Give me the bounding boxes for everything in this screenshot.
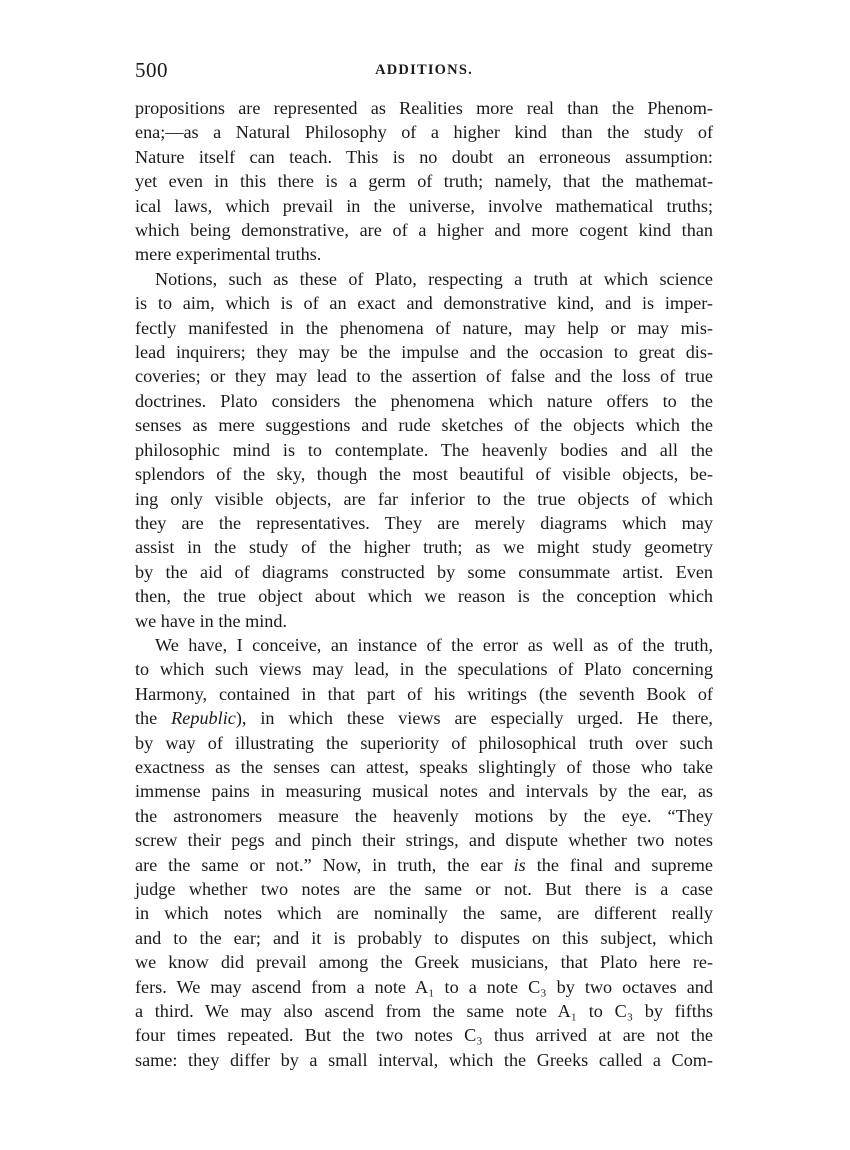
paragraph-3 [135,633,713,1072]
text-line: same: they differ by a small interval, which the Greeks called a Com- [135,1049,713,1070]
text-line: is to aim, which is of an exact and demonstrative kind, and is imper- [135,293,713,314]
text-line: Notions, such as these of Plato, respecting a truth at which science [155,268,713,289]
body-text [135,96,713,1072]
text-line: mere experimental truths. [135,244,322,265]
text-line: judge whether two notes are the same or not. But there is a case [135,879,713,899]
text-line: which being demonstrative, are of a higher and more cogent kind than [135,220,713,241]
text-line: philosophic mind is to contemplate. The heavenly bodies and all the [135,439,713,460]
text-line: the Republic), in which these views are especially urged. He there, [135,708,713,729]
text-line: senses as mere suggestions and rude sketches of the objects which the [135,415,713,436]
text-line: ing only visible objects, are far inferior to the true objects of which [135,488,713,509]
text-line: immense pains in measuring musical notes and intervals by the ear, as [135,781,713,802]
text-line: ical laws, which prevail in the universe, involve mathematical truths; [135,195,713,216]
text-line: they are the representatives. They are merely diagrams which may [135,512,713,533]
text-line: yet even in this there is a germ of truth; namely, that the mathemat- [135,171,713,192]
paragraph-1 [135,96,713,267]
text-line: propositions are represented as Realities more real than the Phenom- [135,98,713,118]
text-line: fectly manifested in the phenomena of nature, may help or may mis- [135,317,713,338]
text-line: by way of illustrating the superiority of philosophical truth over such [135,732,713,753]
text-line: Harmony, contained in that part of his writings (the seventh Book of [135,683,713,704]
text-line: exactness as the senses can attest, speaks slightingly of those who take [135,756,713,777]
text-line: Nature itself can teach. This is no doubt an erroneous assumption: [135,146,713,167]
page-header [135,58,713,88]
text-line: the astronomers measure the heavenly motions by the eye. “They [135,805,713,826]
book-page [135,58,713,1072]
text-line: to which such views may lead, in the speculations of Plato concerning [135,659,713,680]
running-head: ADDITIONS. [375,62,473,78]
paragraph-2 [135,267,713,633]
text-line: splendors of the sky, though the most beautiful of visible objects, be- [135,464,713,485]
text-line: doctrines. Plato considers the phenomena which nature offers to the [135,390,713,411]
text-line: we have in the mind. [135,610,288,631]
text-line: screw their pegs and pinch their strings, and dispute whether two notes [135,830,713,851]
text-line: we know did prevail among the Greek musicians, that Plato here re- [135,952,713,973]
text-line: then, the true object about which we reason is the conception which [135,586,713,607]
text-line: lead inquirers; they may be the impulse and the occasion to great dis- [135,342,713,363]
text-line: We have, I conceive, an instance of the error as well as of the truth, [155,634,713,655]
text-line: assist in the study of the higher truth; as we might study geometry [135,537,713,558]
page-number: 500 [135,58,168,82]
text-line: a third. We may also ascend from the same note A₁ to C₃ by fifths [135,1001,713,1022]
text-line: in which notes which are nominally the same, are different really [135,903,713,924]
text-line: are the same or not.” Now, in truth, the ear is the final and supreme [135,854,713,875]
text-line: and to the ear; and it is probably to disputes on this subject, which [135,927,713,948]
text-line: four times repeated. But the two notes C₃ thus arrived at are not the [135,1025,713,1046]
text-line: fers. We may ascend from a note A₁ to a note C₃ by two octaves and [135,976,713,997]
text-line: ena;—as a Natural Philosophy of a higher kind than the study of [135,122,713,143]
text-line: by the aid of diagrams constructed by some consummate artist. Even [135,561,713,582]
text-line: coveries; or they may lead to the assertion of false and the loss of true [135,366,713,387]
